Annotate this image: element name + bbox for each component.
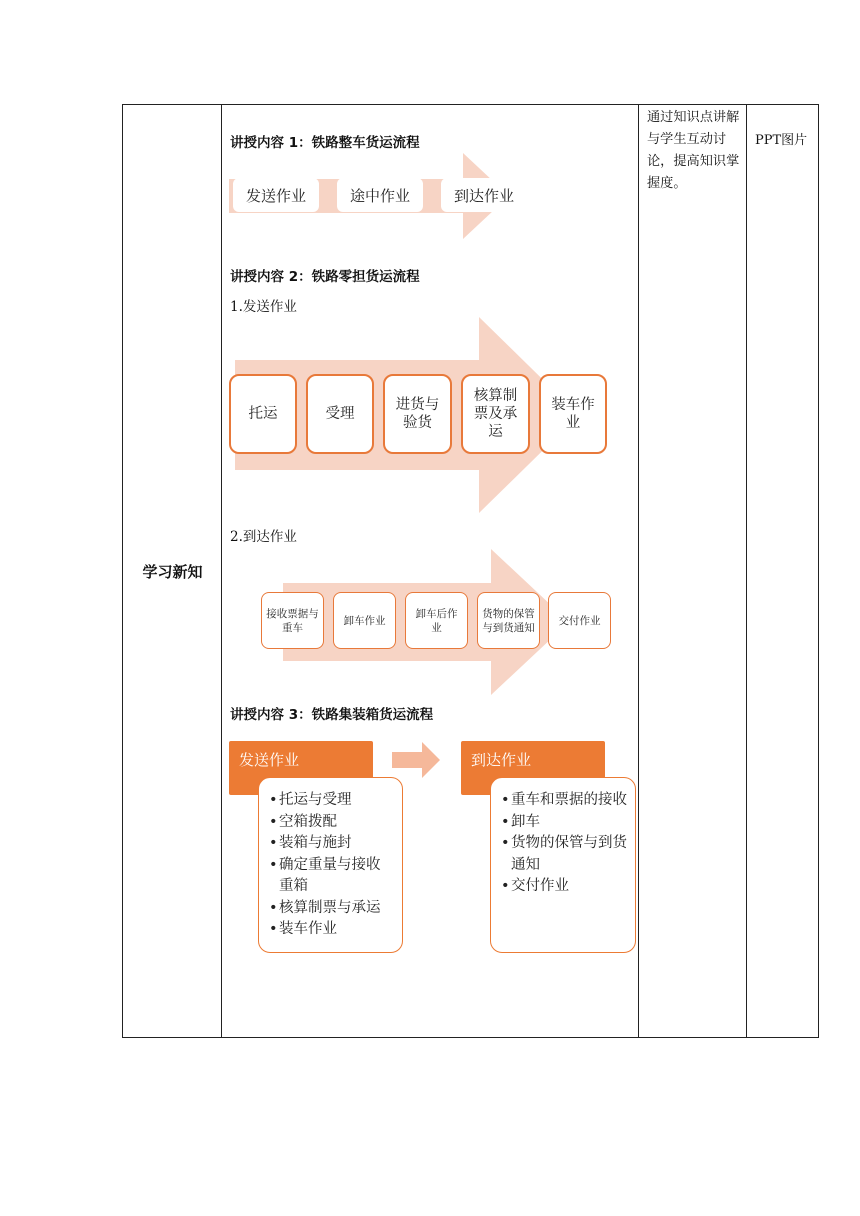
arrive-step-label: 卸车后作业 (415, 607, 458, 634)
send-step-label: 托运 (248, 406, 278, 422)
container-send-header: 发送作业 (229, 741, 373, 795)
section1-step (233, 178, 319, 212)
send-step-box (383, 374, 452, 454)
send-step-box (539, 374, 607, 454)
send-list-item: • 装箱与施封 (269, 833, 394, 855)
arrive-list-item: • 货物的保管与到货通知 (501, 833, 627, 876)
arrive-step-box (477, 592, 540, 649)
section3-title: 讲授内容 3：铁路集装箱货运流程 (230, 707, 434, 723)
arrive-step-box (405, 592, 468, 649)
row-label: 学习新知 (142, 562, 203, 581)
section1-step-label: 途中作业 (349, 186, 410, 205)
container-send-list (258, 777, 403, 953)
section1-step-label: 到达作业 (453, 186, 514, 205)
section1-step-label: 发送作业 (245, 186, 306, 205)
send-list-item: • 托运与受理 (269, 790, 394, 812)
section2-part1-heading: 1.发送作业 (230, 299, 297, 315)
column-divider (638, 105, 639, 1037)
arrive-step-box (333, 592, 396, 649)
send-list-item: • 装车作业 (269, 919, 394, 941)
section2-part2-heading: 2.到达作业 (230, 529, 297, 545)
send-step-box (306, 374, 374, 454)
arrive-list-item: • 交付作业 (501, 876, 627, 898)
teaching-aid-text: PPT图片 (755, 133, 808, 148)
arrive-step-label: 交付作业 (558, 614, 601, 627)
send-step-box (229, 374, 297, 454)
section1-title: 讲授内容 1：铁路整车货运流程 (230, 135, 420, 151)
container-arrive-list (490, 777, 636, 953)
section2-title: 讲授内容 2：铁路零担货运流程 (230, 269, 420, 285)
send-step-label: 装车作业 (551, 397, 595, 431)
arrive-list-item: • 重车和票据的接收 (501, 790, 627, 812)
section1-step (441, 178, 527, 212)
arrive-step-label: 货物的保管与到货通知 (482, 607, 535, 634)
column-divider (746, 105, 747, 1037)
arrive-step-label: 卸车作业 (343, 614, 386, 627)
send-step-label: 进货与验货 (395, 397, 440, 431)
arrive-step-box (261, 592, 324, 649)
send-step-box (461, 374, 530, 454)
container-arrive-header: 到达作业 (461, 741, 605, 795)
send-list-item: • 空箱拨配 (269, 812, 394, 834)
arrive-step-label: 接收票据与重车 (266, 607, 319, 634)
send-step-label: 受理 (325, 406, 355, 422)
send-step-label: 核算制票及承运 (473, 388, 518, 440)
arrive-list-item: • 卸车 (501, 812, 627, 834)
lesson-table (122, 104, 819, 1038)
teaching-method-text: 通过知识点讲解与学生互动讨论，提高知识掌握度。 (647, 110, 740, 191)
container-flow-arrow (392, 742, 442, 778)
arrive-step-box (548, 592, 611, 649)
send-list-item: • 确定重量与接收重箱 (269, 855, 394, 898)
section1-step (337, 178, 423, 212)
send-list-item: • 核算制票与承运 (269, 898, 394, 920)
